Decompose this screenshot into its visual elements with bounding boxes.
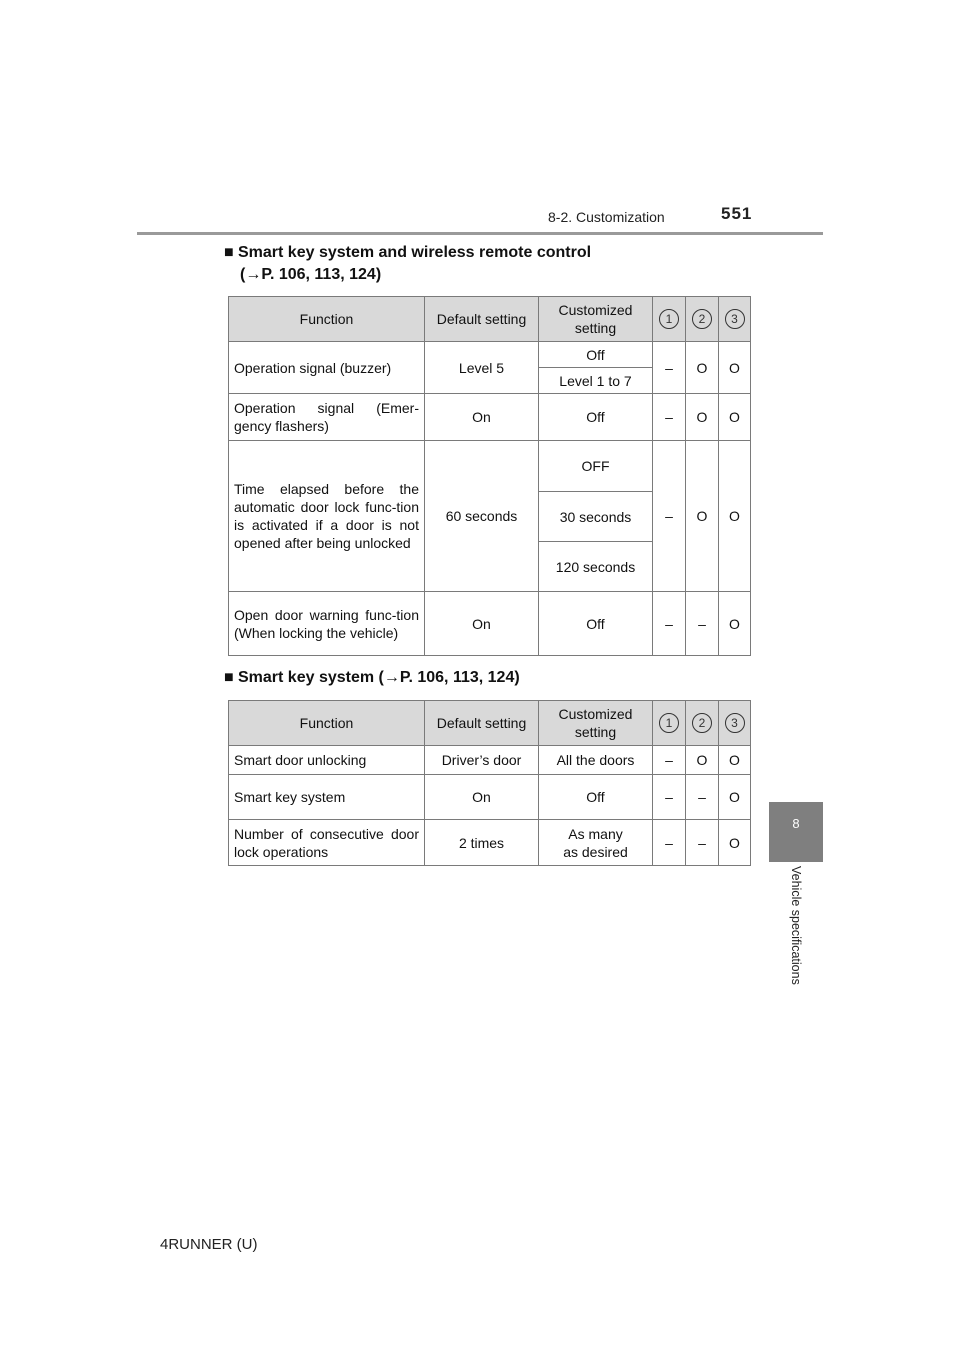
header-col1 [653, 701, 686, 746]
header-customized: Customized setting [539, 297, 653, 342]
chapter-number: 8 [792, 816, 800, 831]
circle-1-icon: 1 [659, 309, 679, 329]
cell-c2: O [686, 746, 719, 775]
header-rule [137, 232, 823, 235]
cell-default: 2 times [425, 820, 539, 866]
cell-c2: – [686, 592, 719, 656]
table-row [229, 746, 751, 775]
circle-3-icon: 3 [725, 713, 745, 733]
cell-default: Driver’s door [425, 746, 539, 775]
cell-c2: O [686, 394, 719, 441]
cell-c3: O [719, 820, 751, 866]
cell-c3: O [719, 775, 751, 820]
table-header-row [229, 701, 751, 746]
section-header: 8-2. Customization [548, 209, 665, 225]
cell-c3: O [719, 746, 751, 775]
cell-c1: – [653, 775, 686, 820]
cell-c2: O [686, 342, 719, 394]
cell-option: Off [539, 775, 653, 820]
cell-option: Level 1 to 7 [539, 368, 653, 394]
header-default: Default setting [425, 701, 539, 746]
page-number: 551 [721, 204, 753, 223]
cell-default: On [425, 394, 539, 441]
cell-c1: – [653, 746, 686, 775]
cell-c1: – [653, 592, 686, 656]
model-footer: 4RUNNER (U) [160, 1236, 258, 1253]
cell-default: On [425, 775, 539, 820]
cell-option: 30 seconds [539, 492, 653, 542]
cell-option: Off [539, 394, 653, 441]
header-col1 [653, 297, 686, 342]
cell-c3: O [719, 342, 751, 394]
header-default: Default setting [425, 297, 539, 342]
header-col2 [686, 701, 719, 746]
cell-function: Smart key system [229, 775, 425, 820]
cell-option: 120 seconds [539, 542, 653, 592]
header-customized: Customized setting [539, 701, 653, 746]
header-function: Function [229, 297, 425, 342]
cell-c3: O [719, 394, 751, 441]
table-row [229, 592, 751, 656]
section1-title-line2: (→P. 106, 113, 124) [240, 266, 382, 283]
cell-option: All the doors [539, 746, 653, 775]
cell-c2: – [686, 775, 719, 820]
table-row [229, 820, 751, 866]
cell-c1: – [653, 342, 686, 394]
settings-table-1 [228, 296, 751, 656]
circle-3-icon: 3 [725, 309, 745, 329]
cell-c3: O [719, 592, 751, 656]
header-col3 [719, 701, 751, 746]
circle-2-icon: 2 [692, 309, 712, 329]
cell-function: Smart door unlocking [229, 746, 425, 775]
cell-c2: – [686, 820, 719, 866]
cell-c3: O [719, 441, 751, 592]
chapter-tab[interactable] [769, 802, 823, 862]
bullet-icon: ■ [224, 244, 234, 261]
cell-c1: – [653, 394, 686, 441]
cell-c1: – [653, 441, 686, 592]
header-col3 [719, 297, 751, 342]
cell-option: As many as desired [539, 820, 653, 866]
table-row [229, 775, 751, 820]
cell-default: Level 5 [425, 342, 539, 394]
cell-function: Number of consecutive door lock operations [229, 820, 425, 866]
section2-heading [224, 667, 520, 689]
header-col2 [686, 297, 719, 342]
chapter-label: Vehicle specifications [789, 866, 803, 985]
settings-table-2 [228, 700, 751, 866]
table-row [229, 441, 751, 492]
section1-heading [224, 242, 591, 286]
header-function: Function [229, 701, 425, 746]
chapter-label-container [769, 862, 823, 1022]
cell-option: Off [539, 342, 653, 368]
cell-option: OFF [539, 441, 653, 492]
cell-function: Operation signal (buzzer) [229, 342, 425, 394]
cell-function: Time elapsed before the automatic door lock func-tion is activated if a door is not opened after being unlocked [229, 441, 425, 592]
cell-option: Off [539, 592, 653, 656]
section1-title-line1: Smart key system and wireless remote control [238, 244, 592, 261]
cell-function: Operation signal (Emer-gency flashers) [229, 394, 425, 441]
cell-c1: – [653, 820, 686, 866]
cell-function: Open door warning func-tion (When locking the vehicle) [229, 592, 425, 656]
circle-1-icon: 1 [659, 713, 679, 733]
section2-title: Smart key system (→P. 106, 113, 124) [238, 669, 520, 686]
table-row [229, 394, 751, 441]
circle-2-icon: 2 [692, 713, 712, 733]
cell-c2: O [686, 441, 719, 592]
bullet-icon: ■ [224, 669, 234, 686]
table-row [229, 342, 751, 368]
table-header-row [229, 297, 751, 342]
cell-default: On [425, 592, 539, 656]
cell-default: 60 seconds [425, 441, 539, 592]
